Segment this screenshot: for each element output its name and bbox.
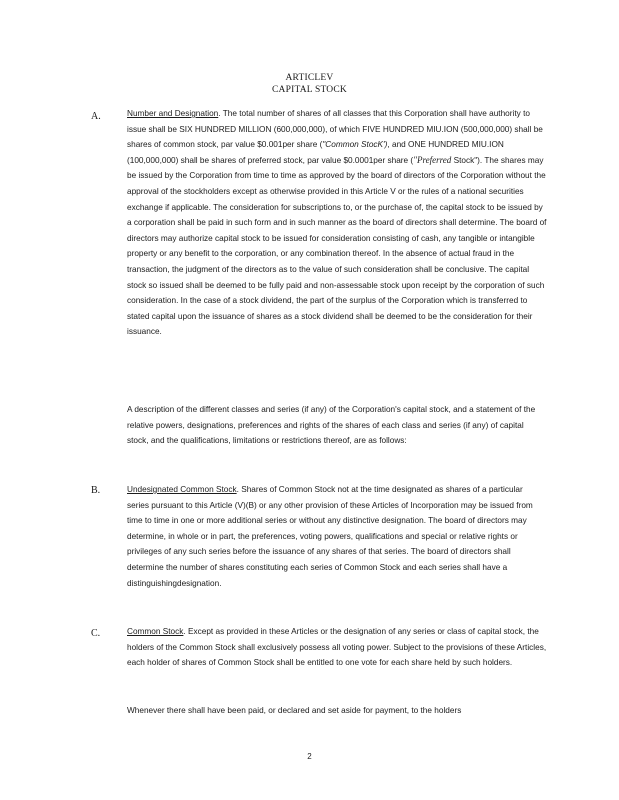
section-c-paragraph-2: Whenever there shall have been paid, or declared and set aside for payment, to the holders [127,706,462,715]
preferred-stock-definition: "Preferred [413,154,452,165]
section-a-text-3: Stock"). The shares may be issued by the Corporation from time to time as approved by the board of directors of the Corporation without the approval of the stockholders except as otherwise provided in this Article V or the rules of a national securities exchange if applicable. The consideration for subscriptions to, or the purchase of, the capital stock to be issued by a corporation shall be paid in such form and in such manner as the board of directors shall determine. The board of directors may authorize capital stock to be issued for consideration consisting of cash, any tangible or intangible property or any benefit to the corporation, or any combination thereof. In the absence of actual fraud in the transaction, the judgment of the directors as to the value of such consideration shall be conclusive. The capital stock so issued shall be deemed to be fully paid and non-assessable stock upon receipt by the corporation of such consideration. In the case of a stock dividend, the part of the surplus of the Corporation which is transferred to stated capital upon the issuance of shares as a stock dividend shall be deemed to be the consideration for their issuance. [127,155,547,337]
section-a-heading: Number and Designation [127,109,219,118]
page-number: 2 [307,752,312,761]
section-a-letter: A. [91,111,101,122]
section-b-paragraph [127,482,547,591]
article-title [0,72,619,96]
section-c-letter: C. [91,628,101,639]
article-heading: ARTICLEV [285,73,334,83]
section-c-text: . Except as provided in these Articles or the designation of any series or class of capital stock, the holders of the Common Stock shall exclusively possess all voting power. Subject to the provisions of these Articles, each holder of shares of Common Stock shall be entitled to one vote for each share held by such holders. [127,627,547,668]
section-b-heading: Undesignated Common Stock [127,485,237,494]
section-c-heading: Common Stock [127,627,184,636]
section-a-text-2: , and ONE HUNDRED MIU.ION (100,000,000) shall be shares of preferred stock, par value $0.0001per share ( [127,140,504,165]
section-b-text: . Shares of Common Stock not at the time designated as shares of a particular series pursuant to this Article (V)(B) or any other provision of these Articles of Incorporation may be issued from time to time in one or more additional series or without any distinctive designation. The board of directors may determine, in whole or in part, the preferences, voting powers, qualifications and special or relative rights or privileges of any such series before the issuance of any shares of that series. The board of directors shall determine the number of shares constituting each series of Common Stock and each series shall have a distinguishingdesignation. [127,485,533,588]
section-b-letter: B. [91,485,101,496]
section-a-paragraph-1 [127,106,547,340]
section-a-paragraph-2: A description of the different classes and series (if any) of the Corporation's capital stock, and a statement of the relative powers, designations, preferences and rights of the shares of each class and series (if any) of capital stock, and the qualifications, limitations or restrictions thereof, are as follows: [127,405,536,446]
article-subheading: CAPITAL STOCK [272,85,347,95]
section-c-paragraph-1 [127,624,547,671]
common-stock-definition: "Common StocK') [322,140,388,150]
section-a-text-1: . The total number of shares of all classes that this Corporation shall have authority to issue shall be SIX HUNDRED MILLION (600,000,000), of which FIVE HUNDRED MIU.ION (500,000,000) shall be shares of common stock, par value $0.001per share ( [127,109,543,150]
